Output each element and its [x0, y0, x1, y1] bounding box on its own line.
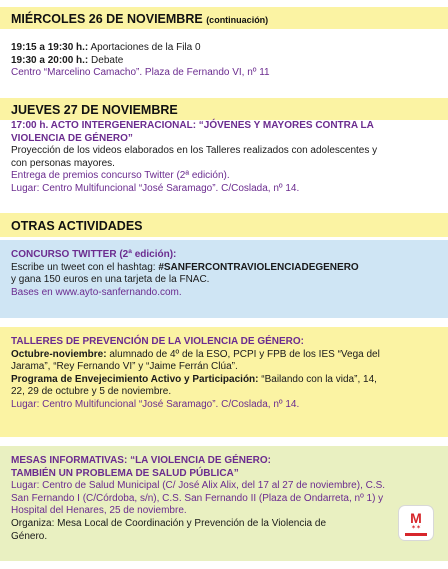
talleres-prog-text-1: “Bailando con la vida”, 14,	[258, 373, 377, 385]
wed-item-1-time: 19:15 a 19:30 h.:	[11, 42, 89, 53]
talleres-place: Lugar: Centro Multifuncional “José Saramago”. C/Coslada, nº 14.	[11, 398, 300, 410]
talleres-prog-line-2: 22, 29 de octubre y 5 de noviembre.	[11, 386, 172, 398]
logo-stars: ✶✶	[410, 524, 422, 531]
mesas-box	[0, 446, 448, 561]
talleres-title: TALLERES DE PREVENCIÓN DE LA VIOLENCIA DE GÉNERO:	[11, 336, 304, 347]
thu-event-line-2: VIOLENCIA DE GÉNERO”	[11, 132, 133, 144]
wednesday-title: MIÉRCOLES 26 DE NOVIEMBRE	[11, 12, 203, 26]
talleres-oct-line-2: Jarama”, “Rey Fernando VI” y “Jaime Ferrán Clúa”.	[11, 361, 238, 373]
talleres-prog-line-1	[11, 374, 437, 387]
thu-desc-line-2: con personas mayores.	[11, 157, 115, 169]
other-activities-header	[0, 213, 448, 237]
thu-event-line-1: 17:00 h. ACTO INTERGENERACIONAL: “JÓVENES Y MAYORES CONTRA LA	[11, 120, 374, 131]
mesas-title-2: TAMBIÉN UN PROBLEMA DE SALUD PÚBLICA”	[11, 467, 239, 479]
talleres-box	[0, 327, 448, 437]
twitter-title: CONCURSO TWITTER (2ª edición):	[11, 249, 177, 260]
mesas-place-1: Lugar: Centro de Salud Municipal (C/ José Alix Alix, del 17 al 27 de noviembre), C.S.	[11, 480, 386, 492]
talleres-prog-label: Programa de Envejecimiento Activo y Participación:	[11, 373, 259, 385]
twitter-contest-box	[0, 240, 448, 318]
wednesday-header	[0, 7, 448, 29]
wed-item-2	[11, 55, 437, 68]
wed-item-1	[11, 42, 437, 55]
mesas-org-2: Género.	[11, 530, 48, 542]
talleres-oct-label: Octubre-noviembre:	[11, 348, 107, 360]
comunidad-madrid-logo-icon	[398, 505, 434, 541]
mesas-title-1: MESAS INFORMATIVAS: “LA VIOLENCIA DE GÉNERO:	[11, 455, 272, 466]
wednesday-title-note: (continuación)	[206, 15, 269, 25]
wednesday-body	[0, 42, 448, 80]
thu-desc-line-1: Proyección de los videos elaborados en los Talleres realizados con adolescentes y	[11, 145, 378, 157]
thursday-title: JUEVES 27 DE NOVIEMBRE	[11, 103, 178, 117]
other-activities-title: OTRAS ACTIVIDADES	[11, 219, 143, 233]
wed-item-2-time: 19:30 a 20:00 h.:	[11, 54, 89, 66]
twitter-bases-link[interactable]: Bases en www.ayto-sanfernando.com.	[11, 286, 182, 298]
logo-bar	[405, 533, 427, 536]
twitter-hashtag: #SANFERCONTRAVIOLENCIADEGENERO	[158, 261, 359, 273]
mesas-place-2: San Fernando I (C/Córdoba, s/n), C.S. San Fernando II (Plaza de Ondarreta, nº 1) y	[11, 492, 384, 504]
thursday-header	[0, 98, 448, 120]
thu-prizes: Entrega de premios concurso Twitter (2ª edición).	[11, 170, 230, 182]
wed-place: Centro “Marcelino Camacho”. Plaza de Fernando VI, nº 11	[11, 67, 270, 79]
wed-item-2-text: Debate	[88, 54, 124, 66]
thu-place: Lugar: Centro Multifuncional “José Saramago”. C/Coslada, nº 14.	[11, 182, 300, 194]
twitter-line-1	[11, 262, 437, 275]
mesas-place-3: Hospital del Henares, 25 de noviembre.	[11, 505, 187, 517]
twitter-line-2: y gana 150 euros en una tarjeta de la FNAC.	[11, 274, 210, 286]
logo-mark: M	[410, 509, 422, 526]
wed-item-1-text: Aportaciones de la Fila 0	[88, 42, 201, 53]
twitter-line-1-text: Escribe un tweet con el hashtag:	[11, 261, 159, 273]
thursday-body	[0, 120, 448, 196]
talleres-oct-line-1	[11, 349, 437, 362]
talleres-oct-text-1: alumnado de 4º de la ESO, PCPI y FPB de los IES “Vega del	[106, 348, 380, 360]
mesas-org-1: Organiza: Mesa Local de Coordinación y Prevención de la Violencia de	[11, 517, 327, 529]
